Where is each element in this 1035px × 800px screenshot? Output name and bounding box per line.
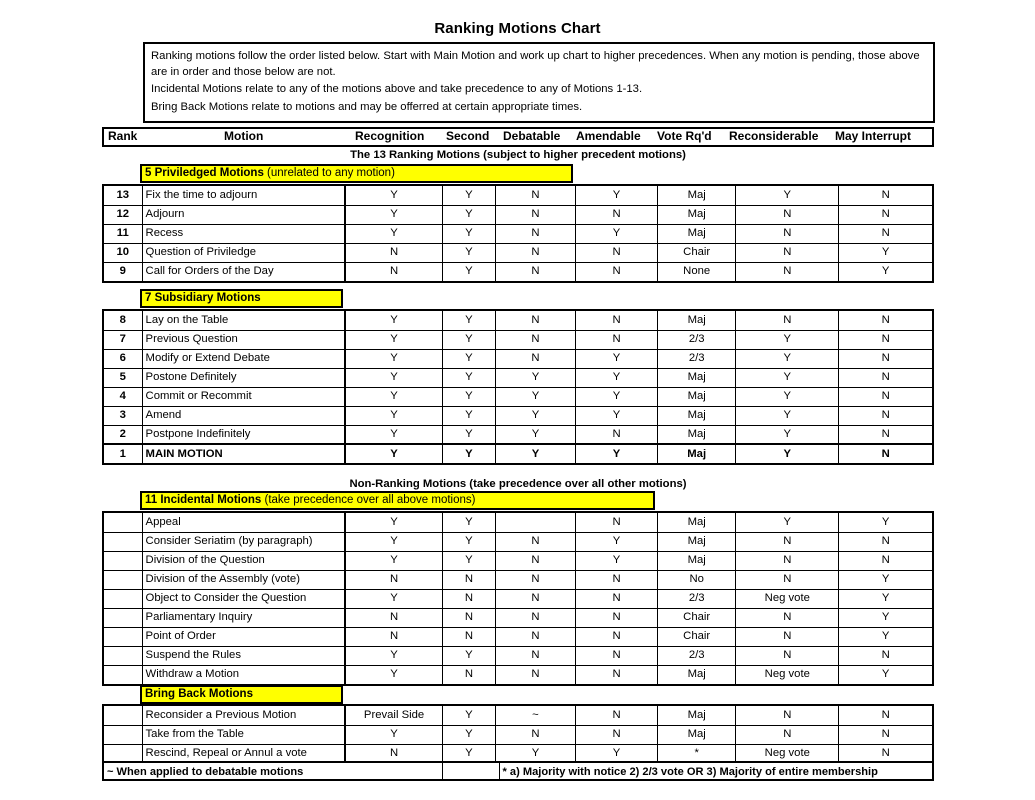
subsidiary-amendable: Y xyxy=(576,444,658,463)
privileged-motion-name: Recess xyxy=(142,224,345,243)
incidental-may-interrupt: N xyxy=(839,551,932,570)
caption-ranking-motions: The 13 Ranking Motions (subject to higher precedent motions) xyxy=(350,149,686,161)
subsidiary-may-interrupt: N xyxy=(839,349,932,368)
section-banner-subsidiary-bold: 7 Subsidiary Motions xyxy=(145,292,261,304)
bringback-reconsiderable: Neg vote xyxy=(736,744,839,763)
incidental-rows-body xyxy=(104,513,932,684)
subsidiary-debatable: Y xyxy=(495,444,575,463)
incidental-vote-required: Maj xyxy=(658,513,736,532)
footnote-row xyxy=(102,761,934,781)
subsidiary-table xyxy=(104,311,932,463)
incidental-reconsiderable: N xyxy=(736,551,839,570)
incidental-amendable: N xyxy=(576,627,658,646)
page-title: Ranking Motions Chart xyxy=(434,20,601,37)
subsidiary-motion-name: MAIN MOTION xyxy=(142,444,345,463)
subsidiary-rank: 5 xyxy=(104,368,142,387)
incidental-rank xyxy=(104,589,142,608)
subsidiary-rank: 8 xyxy=(104,311,142,330)
incidental-debatable: N xyxy=(495,532,575,551)
privileged-recognition: N xyxy=(345,262,442,281)
column-header-may-interrupt: May Interrupt xyxy=(835,129,912,143)
privileged-motion-name: Question of Priviledge xyxy=(142,243,345,262)
subsidiary-rank: 7 xyxy=(104,330,142,349)
incidental-motion-name: Division of the Question xyxy=(142,551,345,570)
column-header-reconsiderable: Reconsiderable xyxy=(729,129,819,143)
incidental-second: Y xyxy=(442,513,495,532)
privileged-debatable: N xyxy=(495,205,575,224)
privileged-may-interrupt: N xyxy=(839,205,932,224)
bringback-amendable: Y xyxy=(576,744,658,763)
bringback-second: Y xyxy=(442,725,495,744)
subsidiary-recognition: Y xyxy=(345,349,442,368)
subsidiary-recognition: Y xyxy=(345,311,442,330)
column-header-motion: Motion xyxy=(224,129,264,143)
incidental-recognition: Y xyxy=(345,532,442,551)
table-section-bringback xyxy=(102,704,934,765)
table-row xyxy=(104,406,932,425)
table-row xyxy=(104,186,932,205)
bringback-rows-body xyxy=(104,706,932,763)
table-row xyxy=(104,706,932,725)
table-row xyxy=(104,330,932,349)
subsidiary-vote-required: 2/3 xyxy=(658,330,736,349)
subsidiary-motion-name: Amend xyxy=(142,406,345,425)
subsidiary-second: Y xyxy=(442,368,495,387)
incidental-motion-name: Object to Consider the Question xyxy=(142,589,345,608)
incidental-may-interrupt: Y xyxy=(839,608,932,627)
bringback-vote-required: Maj xyxy=(658,725,736,744)
subsidiary-vote-required: Maj xyxy=(658,406,736,425)
section-banner-subsidiary xyxy=(140,289,343,308)
column-header-vote-required: Vote Rq'd xyxy=(657,129,712,143)
privileged-motion-name: Fix the time to adjourn xyxy=(142,186,345,205)
privileged-may-interrupt: Y xyxy=(839,243,932,262)
table-row xyxy=(104,646,932,665)
incidental-recognition: N xyxy=(345,608,442,627)
incidental-vote-required: Chair xyxy=(658,608,736,627)
incidental-amendable: N xyxy=(576,608,658,627)
privileged-amendable: N xyxy=(576,262,658,281)
caption-nonranking-motions: Non-Ranking Motions (take precedence over all other motions) xyxy=(349,478,687,490)
incidental-may-interrupt: N xyxy=(839,532,932,551)
subsidiary-rank: 3 xyxy=(104,406,142,425)
subsidiary-vote-required: Maj xyxy=(658,311,736,330)
privileged-motion-name: Call for Orders of the Day xyxy=(142,262,345,281)
incidental-may-interrupt: Y xyxy=(839,570,932,589)
privileged-vote-required: None xyxy=(658,262,736,281)
incidental-motion-name: Division of the Assembly (vote) xyxy=(142,570,345,589)
incidental-second: N xyxy=(442,589,495,608)
incidental-amendable: N xyxy=(576,513,658,532)
privileged-recognition: Y xyxy=(345,224,442,243)
privileged-rank: 10 xyxy=(104,243,142,262)
table-row xyxy=(104,725,932,744)
section-banner-bringback xyxy=(140,685,343,704)
privileged-rows-body xyxy=(104,186,932,281)
subsidiary-motion-name: Previous Question xyxy=(142,330,345,349)
subsidiary-may-interrupt: N xyxy=(839,444,932,463)
bringback-second: Y xyxy=(442,706,495,725)
bringback-reconsiderable: N xyxy=(736,725,839,744)
incidental-motion-name: Suspend the Rules xyxy=(142,646,345,665)
incidental-reconsiderable: N xyxy=(736,532,839,551)
column-header-recognition: Recognition xyxy=(355,129,425,143)
bringback-table xyxy=(104,706,932,763)
subsidiary-debatable: Y xyxy=(495,387,575,406)
privileged-rank: 11 xyxy=(104,224,142,243)
subsidiary-debatable: N xyxy=(495,311,575,330)
bringback-amendable: N xyxy=(576,725,658,744)
subsidiary-vote-required: 2/3 xyxy=(658,349,736,368)
table-row xyxy=(104,513,932,532)
table-row xyxy=(104,444,932,463)
bringback-amendable: N xyxy=(576,706,658,725)
subsidiary-vote-required: Maj xyxy=(658,444,736,463)
privileged-may-interrupt: N xyxy=(839,186,932,205)
subsidiary-motion-name: Lay on the Table xyxy=(142,311,345,330)
subsidiary-debatable: Y xyxy=(495,406,575,425)
incidental-vote-required: 2/3 xyxy=(658,646,736,665)
incidental-vote-required: Chair xyxy=(658,627,736,646)
incidental-rank xyxy=(104,608,142,627)
subsidiary-motion-name: Modify or Extend Debate xyxy=(142,349,345,368)
subsidiary-motion-name: Postone Definitely xyxy=(142,368,345,387)
intro-box xyxy=(143,42,935,123)
bringback-motion-name: Take from the Table xyxy=(142,725,345,744)
incidental-debatable: N xyxy=(495,646,575,665)
incidental-rank xyxy=(104,570,142,589)
subsidiary-second: Y xyxy=(442,406,495,425)
subsidiary-recognition: Y xyxy=(345,444,442,463)
privileged-amendable: Y xyxy=(576,224,658,243)
privileged-second: Y xyxy=(442,262,495,281)
subsidiary-reconsiderable: Y xyxy=(736,387,839,406)
incidental-debatable: N xyxy=(495,589,575,608)
subsidiary-debatable: N xyxy=(495,349,575,368)
intro-line-1: Ranking motions follow the order listed below. Start with Main Motion and work up chart to higher precedences. When any motion is pending, those above are in order and those below are not. xyxy=(151,50,920,78)
incidental-may-interrupt: Y xyxy=(839,513,932,532)
incidental-may-interrupt: N xyxy=(839,646,932,665)
section-banner-incidental xyxy=(140,491,655,510)
subsidiary-second: Y xyxy=(442,330,495,349)
section-banner-bringback-bold: Bring Back Motions xyxy=(145,688,253,700)
bringback-recognition: Y xyxy=(345,725,442,744)
privileged-may-interrupt: Y xyxy=(839,262,932,281)
incidental-debatable xyxy=(495,513,575,532)
incidental-amendable: N xyxy=(576,589,658,608)
privileged-may-interrupt: N xyxy=(839,224,932,243)
privileged-vote-required: Chair xyxy=(658,243,736,262)
bringback-may-interrupt: N xyxy=(839,706,932,725)
incidental-vote-required: Maj xyxy=(658,665,736,684)
incidental-reconsiderable: Y xyxy=(736,513,839,532)
table-row xyxy=(104,311,932,330)
subsidiary-recognition: Y xyxy=(345,387,442,406)
privileged-debatable: N xyxy=(495,186,575,205)
incidental-may-interrupt: Y xyxy=(839,665,932,684)
incidental-amendable: Y xyxy=(576,532,658,551)
incidental-reconsiderable: N xyxy=(736,627,839,646)
subsidiary-recognition: Y xyxy=(345,425,442,444)
subsidiary-second: Y xyxy=(442,425,495,444)
incidental-recognition: N xyxy=(345,570,442,589)
table-row xyxy=(104,224,932,243)
subsidiary-may-interrupt: N xyxy=(839,425,932,444)
table-row xyxy=(104,665,932,684)
incidental-rank xyxy=(104,532,142,551)
subsidiary-reconsiderable: Y xyxy=(736,425,839,444)
table-column-headers xyxy=(102,127,934,147)
section-banner-privileged-light: (unrelated to any motion) xyxy=(263,167,395,179)
table-row xyxy=(104,608,932,627)
intro-line-3: Bring Back Motions relate to motions and may be offerred at certain appropriate times. xyxy=(151,100,583,113)
bringback-rank xyxy=(104,725,142,744)
incidental-reconsiderable: Neg vote xyxy=(736,589,839,608)
subsidiary-debatable: N xyxy=(495,330,575,349)
subsidiary-may-interrupt: N xyxy=(839,330,932,349)
section-banner-incidental-bold: 11 Incidental Motions xyxy=(145,494,262,506)
privileged-motion-name: Adjourn xyxy=(142,205,345,224)
incidental-recognition: Y xyxy=(345,665,442,684)
table-row xyxy=(104,589,932,608)
privileged-table xyxy=(104,186,932,281)
privileged-debatable: N xyxy=(495,262,575,281)
privileged-reconsiderable: N xyxy=(736,262,839,281)
footnote-tilde: ~ When applied to debatable motions xyxy=(104,763,442,781)
subsidiary-may-interrupt: N xyxy=(839,387,932,406)
incidental-motion-name: Parliamentary Inquiry xyxy=(142,608,345,627)
incidental-debatable: N xyxy=(495,570,575,589)
subsidiary-rank: 6 xyxy=(104,349,142,368)
table-row xyxy=(104,205,932,224)
footnote-blank xyxy=(442,763,499,781)
subsidiary-reconsiderable: Y xyxy=(736,349,839,368)
incidental-second: Y xyxy=(442,646,495,665)
bringback-rank xyxy=(104,706,142,725)
subsidiary-rank: 2 xyxy=(104,425,142,444)
subsidiary-amendable: N xyxy=(576,330,658,349)
subsidiary-recognition: Y xyxy=(345,330,442,349)
privileged-second: Y xyxy=(442,224,495,243)
table-section-incidental xyxy=(102,511,934,686)
incidental-motion-name: Withdraw a Motion xyxy=(142,665,345,684)
subsidiary-amendable: N xyxy=(576,425,658,444)
bringback-second: Y xyxy=(442,744,495,763)
incidental-recognition: Y xyxy=(345,551,442,570)
subsidiary-amendable: Y xyxy=(576,368,658,387)
privileged-amendable: Y xyxy=(576,186,658,205)
table-row xyxy=(104,627,932,646)
privileged-reconsiderable: Y xyxy=(736,186,839,205)
incidental-rank xyxy=(104,513,142,532)
incidental-second: Y xyxy=(442,551,495,570)
bringback-vote-required: * xyxy=(658,744,736,763)
incidental-rank xyxy=(104,551,142,570)
privileged-rank: 12 xyxy=(104,205,142,224)
privileged-recognition: N xyxy=(345,243,442,262)
incidental-reconsiderable: N xyxy=(736,646,839,665)
incidental-reconsiderable: Neg vote xyxy=(736,665,839,684)
table-row xyxy=(104,349,932,368)
bringback-may-interrupt: N xyxy=(839,744,932,763)
privileged-recognition: Y xyxy=(345,186,442,205)
privileged-vote-required: Maj xyxy=(658,186,736,205)
table-section-privileged xyxy=(102,184,934,283)
incidental-recognition: N xyxy=(345,627,442,646)
section-banner-privileged xyxy=(140,164,573,183)
bringback-debatable: N xyxy=(495,725,575,744)
incidental-amendable: Y xyxy=(576,551,658,570)
subsidiary-reconsiderable: Y xyxy=(736,330,839,349)
privileged-second: Y xyxy=(442,243,495,262)
privileged-amendable: N xyxy=(576,243,658,262)
bringback-debatable: ~ xyxy=(495,706,575,725)
incidental-amendable: N xyxy=(576,570,658,589)
incidental-amendable: N xyxy=(576,665,658,684)
section-banner-incidental-light: (take precedence over all above motions) xyxy=(261,494,476,506)
privileged-debatable: N xyxy=(495,243,575,262)
table-section-subsidiary xyxy=(102,309,934,465)
incidental-vote-required: Maj xyxy=(658,532,736,551)
table-row xyxy=(104,532,932,551)
incidental-second: N xyxy=(442,608,495,627)
incidental-table xyxy=(104,513,932,684)
incidental-second: N xyxy=(442,570,495,589)
incidental-recognition: Y xyxy=(345,513,442,532)
incidental-second: N xyxy=(442,627,495,646)
column-header-rank: Rank xyxy=(108,129,138,143)
subsidiary-second: Y xyxy=(442,444,495,463)
privileged-amendable: N xyxy=(576,205,658,224)
incidental-debatable: N xyxy=(495,665,575,684)
privileged-vote-required: Maj xyxy=(658,205,736,224)
privileged-rank: 13 xyxy=(104,186,142,205)
section-banner-privileged-bold: 5 Priviledged Motions xyxy=(145,167,264,179)
subsidiary-vote-required: Maj xyxy=(658,387,736,406)
incidental-debatable: N xyxy=(495,627,575,646)
incidental-vote-required: No xyxy=(658,570,736,589)
subsidiary-recognition: Y xyxy=(345,368,442,387)
incidental-rank xyxy=(104,627,142,646)
subsidiary-amendable: Y xyxy=(576,349,658,368)
subsidiary-second: Y xyxy=(442,349,495,368)
column-header-amendable: Amendable xyxy=(576,129,641,143)
incidental-motion-name: Consider Seriatim (by paragraph) xyxy=(142,532,345,551)
incidental-vote-required: Maj xyxy=(658,551,736,570)
subsidiary-amendable: N xyxy=(576,311,658,330)
incidental-may-interrupt: Y xyxy=(839,589,932,608)
incidental-reconsiderable: N xyxy=(736,608,839,627)
incidental-debatable: N xyxy=(495,608,575,627)
subsidiary-recognition: Y xyxy=(345,406,442,425)
incidental-rank xyxy=(104,646,142,665)
intro-line-2: Incidental Motions relate to any of the motions above and take precedence to any of Motions 1-13. xyxy=(151,83,643,95)
bringback-recognition: N xyxy=(345,744,442,763)
privileged-second: Y xyxy=(442,205,495,224)
subsidiary-second: Y xyxy=(442,311,495,330)
subsidiary-may-interrupt: N xyxy=(839,368,932,387)
incidental-vote-required: 2/3 xyxy=(658,589,736,608)
subsidiary-rank: 1 xyxy=(104,444,142,463)
bringback-reconsiderable: N xyxy=(736,706,839,725)
privileged-second: Y xyxy=(442,186,495,205)
incidental-debatable: N xyxy=(495,551,575,570)
incidental-motion-name: Point of Order xyxy=(142,627,345,646)
subsidiary-reconsiderable: Y xyxy=(736,368,839,387)
subsidiary-amendable: Y xyxy=(576,387,658,406)
footnote-table xyxy=(104,763,936,781)
table-row xyxy=(104,570,932,589)
subsidiary-vote-required: Maj xyxy=(658,425,736,444)
incidental-recognition: Y xyxy=(345,589,442,608)
privileged-debatable: N xyxy=(495,224,575,243)
column-header-second: Second xyxy=(446,129,490,143)
subsidiary-reconsiderable: Y xyxy=(736,406,839,425)
incidental-may-interrupt: Y xyxy=(839,627,932,646)
table-row xyxy=(104,262,932,281)
bringback-motion-name: Reconsider a Previous Motion xyxy=(142,706,345,725)
incidental-recognition: Y xyxy=(345,646,442,665)
table-row xyxy=(104,368,932,387)
privileged-vote-required: Maj xyxy=(658,224,736,243)
bringback-recognition: Prevail Side xyxy=(345,706,442,725)
subsidiary-vote-required: Maj xyxy=(658,368,736,387)
table-row xyxy=(104,551,932,570)
table-row xyxy=(104,387,932,406)
table-row xyxy=(104,425,932,444)
subsidiary-debatable: Y xyxy=(495,368,575,387)
column-header-debatable: Debatable xyxy=(503,129,561,143)
subsidiary-amendable: Y xyxy=(576,406,658,425)
footnote-star: * a) Majority with notice 2) 2/3 vote OR 3) Majority of entire membership xyxy=(499,763,936,781)
subsidiary-rank: 4 xyxy=(104,387,142,406)
bringback-vote-required: Maj xyxy=(658,706,736,725)
subsidiary-motion-name: Postpone Indefinitely xyxy=(142,425,345,444)
privileged-reconsiderable: N xyxy=(736,224,839,243)
subsidiary-rows-body xyxy=(104,311,932,463)
bringback-motion-name: Rescind, Repeal or Annul a vote xyxy=(142,744,345,763)
incidental-second: N xyxy=(442,665,495,684)
incidental-amendable: N xyxy=(576,646,658,665)
incidental-motion-name: Appeal xyxy=(142,513,345,532)
subsidiary-reconsiderable: Y xyxy=(736,444,839,463)
privileged-rank: 9 xyxy=(104,262,142,281)
subsidiary-second: Y xyxy=(442,387,495,406)
subsidiary-may-interrupt: N xyxy=(839,311,932,330)
incidental-second: Y xyxy=(442,532,495,551)
subsidiary-debatable: Y xyxy=(495,425,575,444)
incidental-rank xyxy=(104,665,142,684)
subsidiary-motion-name: Commit or Recommit xyxy=(142,387,345,406)
bringback-debatable: Y xyxy=(495,744,575,763)
subsidiary-reconsiderable: N xyxy=(736,311,839,330)
bringback-may-interrupt: N xyxy=(839,725,932,744)
privileged-recognition: Y xyxy=(345,205,442,224)
subsidiary-may-interrupt: N xyxy=(839,406,932,425)
privileged-reconsiderable: N xyxy=(736,243,839,262)
table-row xyxy=(104,243,932,262)
privileged-reconsiderable: N xyxy=(736,205,839,224)
incidental-reconsiderable: N xyxy=(736,570,839,589)
